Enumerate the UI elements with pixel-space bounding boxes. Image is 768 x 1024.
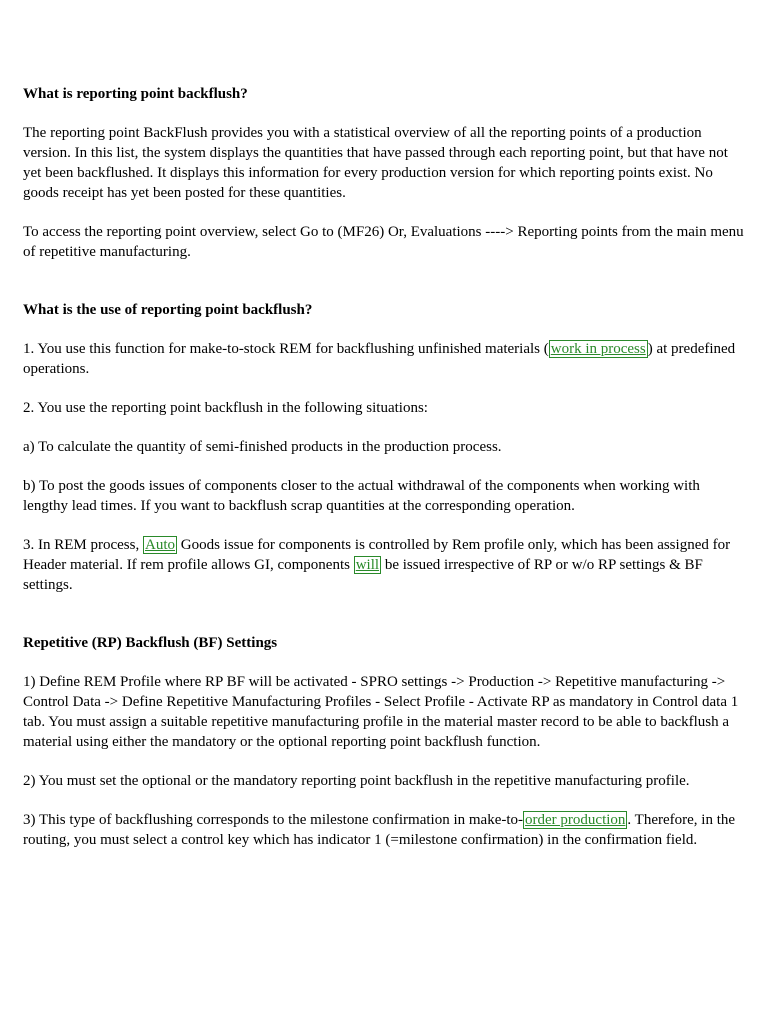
text-segment: 3. In REM process, [23, 537, 143, 553]
text-segment: 3) This type of backflushing corresponds to the milestone confirmation in make-to- [23, 812, 524, 828]
text-segment: ) at predefined operations. [23, 341, 736, 377]
section-heading-settings: Repetitive (RP) Backflush (BF) Settings [23, 635, 278, 651]
link-order-production[interactable]: order production [525, 812, 626, 828]
paragraph-overview: The reporting point BackFlush provides you with a statistical overview of all the reporting points of a production version. In this list, the system displays the quantities that have passed through each reporting point, but that have not yet been backflushed. It displays this information for every production version for which reporting points exist. No goods receipt has yet been posted for these quantities. [23, 125, 728, 201]
document-page [23, 84, 748, 850]
text-segment: be issued irrespective of RP or w/o RP settings & BF settings. [23, 557, 703, 593]
section-heading-use: What is the use of reporting point backflush? [23, 302, 313, 318]
paragraph-settings-3 [23, 810, 748, 850]
section-heading-what-is: What is reporting point backflush? [23, 86, 248, 102]
text-segment: Goods issue for components is controlled by Rem profile only, which has been assigned for Header material. If rem profile allows GI, components [23, 537, 731, 573]
link-will[interactable]: will [355, 557, 380, 573]
paragraph-access: To access the reporting point overview, select Go to (MF26) Or, Evaluations ----> Reporting points from the main menu of repetitive manufacturing. [23, 224, 744, 260]
link-work-in-process[interactable]: work in process [550, 341, 646, 357]
text-segment: 1. You use this function for make-to-stock REM for backflushing unfinished materials ( [23, 341, 549, 357]
text-segment: . Therefore, in the routing, you must select a control key which has indicator 1 (=milestone confirmation) in the confirmation field. [23, 812, 736, 848]
link-auto[interactable]: Auto [145, 537, 175, 553]
paragraph-use-2a: a) To calculate the quantity of semi-finished products in the production process. [23, 439, 502, 455]
paragraph-use-3 [23, 535, 748, 595]
paragraph-settings-1: 1) Define REM Profile where RP BF will be activated - SPRO settings -> Production -> Repetitive manufacturing -> Control Data -> Define Repetitive Manufacturing Profiles - Select Profile - Activate RP as mandatory in Control data 1 tab. You must assign a suitable repetitive manufacturing profile in the material master record to be able to backflush a material using either the mandatory or the optional reporting point backflush function. [23, 674, 739, 750]
paragraph-use-2: 2. You use the reporting point backflush in the following situations: [23, 400, 428, 416]
paragraph-use-2b: b) To post the goods issues of components closer to the actual withdrawal of the components when working with lengthy lead times. If you want to backflush scrap quantities at the corresponding operation. [23, 478, 700, 514]
paragraph-settings-2: 2) You must set the optional or the mandatory reporting point backflush in the repetitive manufacturing profile. [23, 773, 690, 789]
paragraph-use-1 [23, 339, 748, 379]
